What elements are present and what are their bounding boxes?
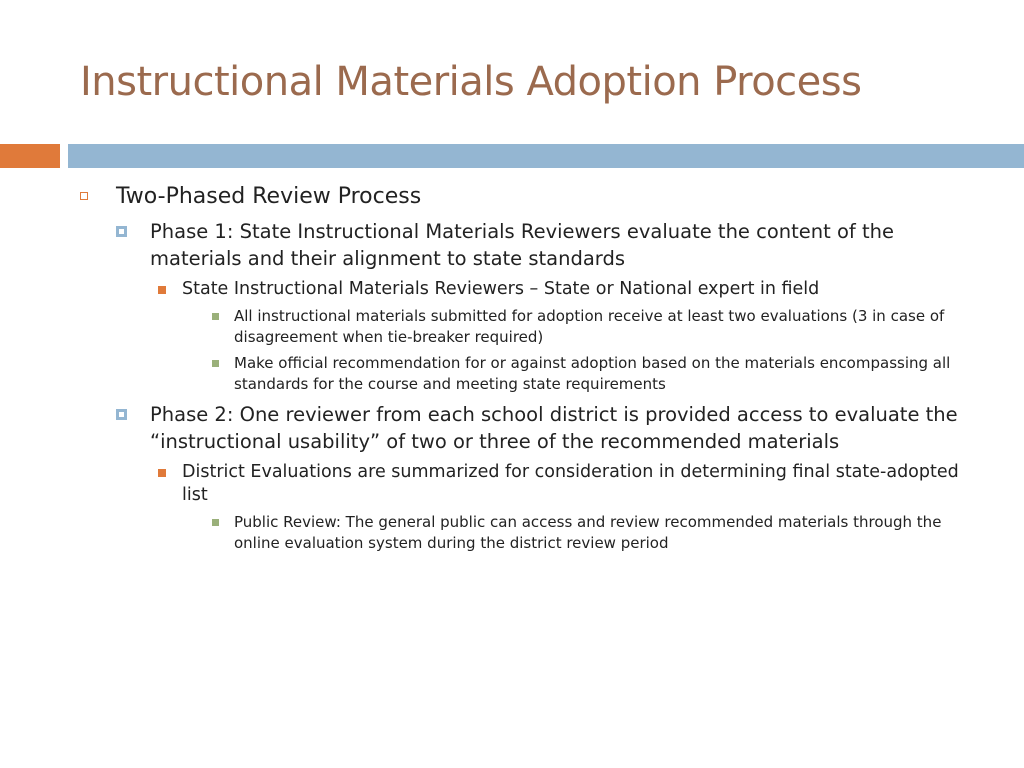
bullet-phase-2-district-evaluations: [150, 461, 980, 507]
bullet-phase-1: [116, 218, 980, 272]
bullet-text: Public Review: The general public can access and review recommended materials through the online evaluation system during the district review period: [234, 513, 942, 552]
bullet-phase-2-public-review: [212, 512, 980, 554]
hollow-square-bullet-icon: [80, 192, 88, 200]
slide-title: Instructional Materials Adoption Process: [80, 59, 862, 105]
small-square-bullet-icon: [212, 519, 219, 526]
bullet-text: State Instructional Materials Reviewers – State or National expert in field: [182, 279, 820, 299]
filled-square-bullet-icon: [158, 469, 166, 477]
bullet-text: Phase 1: State Instructional Materials Reviewers evaluate the content of the materials and their alignment to state standards: [150, 220, 894, 270]
small-square-bullet-icon: [212, 313, 219, 320]
small-square-bullet-icon: [212, 360, 219, 367]
framed-square-bullet-icon: [116, 226, 127, 237]
bullet-two-phased-review: [80, 182, 980, 212]
bullet-text: Two-Phased Review Process: [116, 184, 422, 209]
bullet-phase-1-recommendation: [212, 353, 980, 395]
filled-square-bullet-icon: [158, 286, 166, 294]
slide-body: [80, 182, 980, 554]
bullet-text: District Evaluations are summarized for consideration in determining final state-adopted list: [182, 462, 959, 505]
bullet-phase-1-reviewers: [150, 278, 980, 301]
bullet-text: Phase 2: One reviewer from each school district is provided access to evaluate the “instructional usability” of two or three of the recommended materials: [150, 403, 958, 453]
header-accent-bar-blue: [68, 144, 1024, 168]
header-accent-bar-orange: [0, 144, 60, 168]
framed-square-bullet-icon: [116, 409, 127, 420]
bullet-text: All instructional materials submitted for adoption receive at least two evaluations (3 in case of disagreement when tie-breaker required): [234, 307, 945, 346]
bullet-text: Make official recommendation for or against adoption based on the materials encompassing all standards for the course and meeting state requirements: [234, 354, 951, 393]
bullet-phase-2: [116, 401, 980, 455]
bullet-phase-1-evaluations: [212, 306, 980, 348]
